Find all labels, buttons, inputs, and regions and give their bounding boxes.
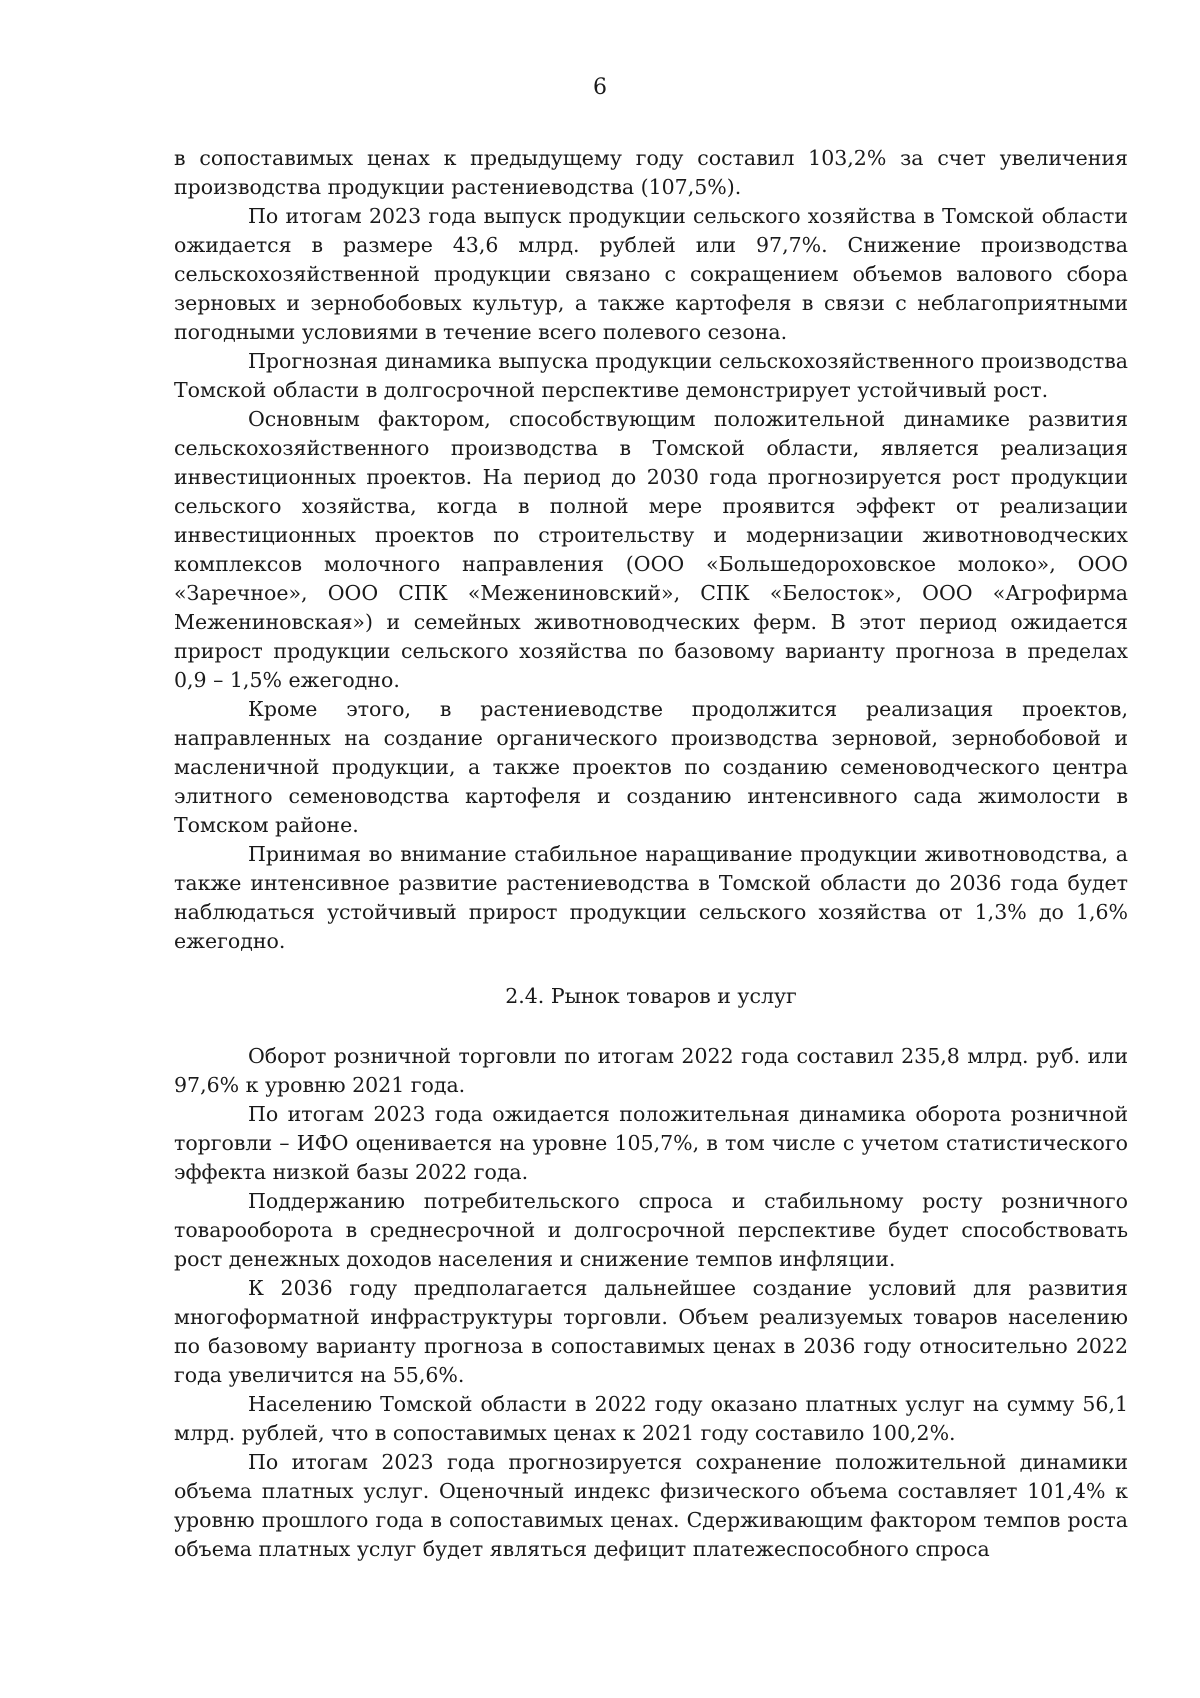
paragraph-continuation: в сопоставимых ценах к предыдущему году составил 103,2% за счет увеличения производства продукции растениеводства (107,5%). [174, 146, 1128, 199]
page-number: 6 [593, 75, 607, 100]
paragraph: Населению Томской области в 2022 году оказано платных услуг на сумму 56,1 млрд. рублей, что в сопоставимых ценах к 2021 году составило 100,2%. [174, 1392, 1128, 1445]
paragraph: По итогам 2023 года прогнозируется сохранение положительной динамики объема платных услуг. Оценочный индекс физического объема составляет 101,4% к уровню прошлого года в сопоставимых ценах. Сдерживающим фактором темпов роста объема платных услуг будет являться дефицит платежеспособного спроса [174, 1450, 1128, 1561]
paragraph: К 2036 году предполагается дальнейшее создание условий для развития многоформатной инфраструктуры торговли. Объем реализуемых товаров населению по базовому варианту прогноза в сопоставимых ценах в 2036 году относительно 2022 года увеличится на 55,6%. [174, 1276, 1128, 1387]
paragraph: Основным фактором, способствующим положительной динамике развития сельскохозяйственного производства в Томской области, является реализация инвестиционных проектов. На период до 2030 года прогнозируется рост продукции сельского хозяйства, когда в полной мере проявится эффект от реализации инвестиционных проектов по строительству и модернизации животноводческих комплексов молочного направления (ООО «Большедороховское молоко», ООО «Заречное», ООО СПК «Межениновский», СПК «Белосток», ООО «Агрофирма Межениновская») и семейных животноводческих ферм. В этот период ожидается прирост продукции сельского хозяйства по базовому варианту прогноза в пределах 0,9 – 1,5% ежегодно. [174, 407, 1128, 692]
paragraph: Поддержанию потребительского спроса и стабильному росту розничного товарооборота в среднесрочной и долгосрочной перспективе будет способствовать рост денежных доходов населения и снижение темпов инфляции. [174, 1189, 1128, 1271]
paragraph: Принимая во внимание стабильное наращивание продукции животноводства, а также интенсивное развитие растениеводства в Томской области до 2036 года будет наблюдаться устойчивый прирост продукции сельского хозяйства от 1,3% до 1,6% ежегодно. [174, 842, 1128, 953]
document-body [174, 144, 1128, 1564]
paragraph: Оборот розничной торговли по итогам 2022 года составил 235,8 млрд. руб. или 97,6% к уровню 2021 года. [174, 1044, 1128, 1097]
paragraph: По итогам 2023 года ожидается положительная динамика оборота розничной торговли – ИФО оценивается на уровне 105,7%, в том числе с учетом статистического эффекта низкой базы 2022 года. [174, 1102, 1128, 1184]
paragraph: По итогам 2023 года выпуск продукции сельского хозяйства в Томской области ожидается в размере 43,6 млрд. рублей или 97,7%. Снижение производства сельскохозяйственной продукции связано с сокращением объемов валового сбора зерновых и зернобобовых культур, а также картофеля в связи с неблагоприятными погодными условиями в течение всего полевого сезона. [174, 204, 1128, 344]
paragraph: Кроме этого, в растениеводстве продолжится реализация проектов, направленных на создание органического производства зерновой, зернобобовой и масленичной продукции, а также проектов по созданию семеноводческого центра элитного семеноводства картофеля и созданию интенсивного сада жимолости в Томском районе. [174, 697, 1128, 837]
section-heading: 2.4. Рынок товаров и услуг [505, 984, 797, 1008]
paragraph: Прогнозная динамика выпуска продукции сельскохозяйственного производства Томской области в долгосрочной перспективе демонстрирует устойчивый рост. [174, 349, 1128, 402]
